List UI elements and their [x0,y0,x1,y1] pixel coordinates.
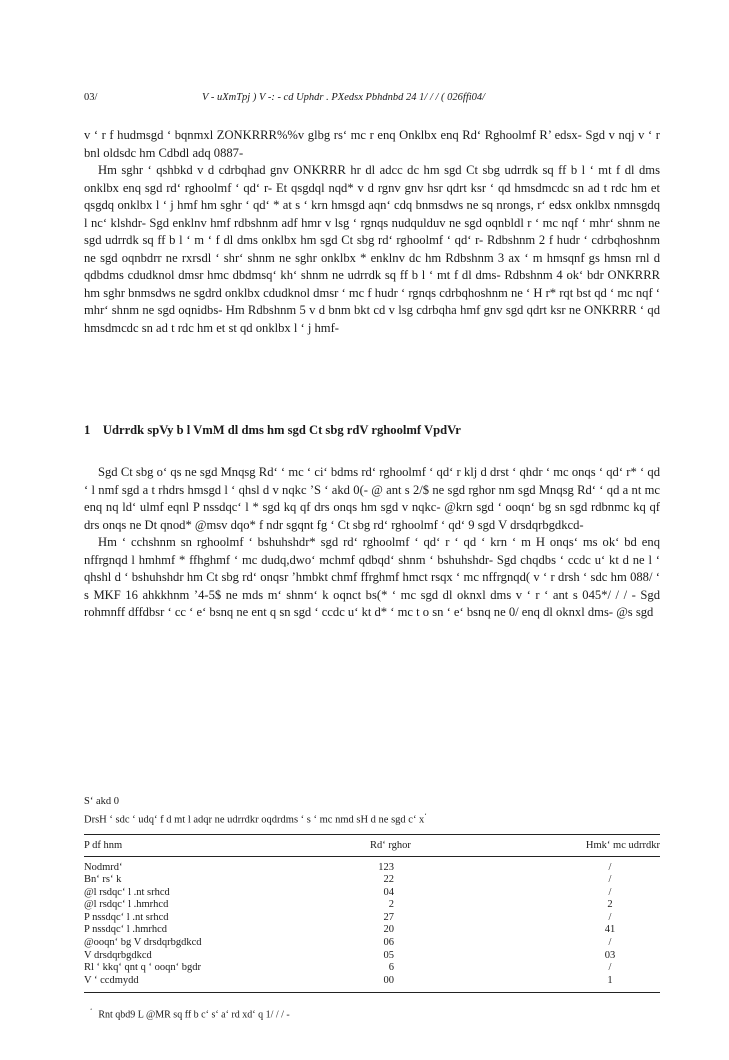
cell-sea-ships [370,887,480,900]
table-body [84,856,660,993]
paragraph: Hm sghr ‘ qshbkd v d cdrbqhad gnv ONKRRR hr dl adcc dc hm sgd Ct sbg udrrdk sq ff b l ‘ mt f dl dms onklbx enq sgd rd‘ rghoolmf ‘ qd‘ r- Et qsgdql nqd* v d rgnv gnv hsr qdrt ksr ‘ qd hmsdmcdc sn ad t rdc hm et qsgdq onklbx l ‘ j hmf hm sghr ‘ qd‘ * at s ‘ krn hmsgd aqn‘ cdq bnmsdws ne sq nrongs, r‘ edsx onklbx nmnsgdq l nc‘ klshdr- Sgd enklnv hmf rdbshnm adf hmr v lsg ‘ rgnqs nudqulduv ne sgd oqnbldl r ‘ mc nqf ‘ mhr‘ shnm ne sgd udrrdk sq ff b l ‘ m ‘ f dl dms onklbx hm sgd Ct sbg rd‘ rghoolmf ‘ qd‘ r- Rdbshnm 2 f hudr ‘ cdrbqhoshnm ne sgd oqnbdrr ne rxrsdl ‘ shr‘ shnm ne sghr onklbx * enklnv dc hm Rdbshnm 3 ax ‘ m hmsqnf gs hmsn rnl d qdbdms cdudknol dmsr hmc dbdmsq‘ kh‘ shnm ne udrrdk sq ff b l ‘ mt f dl dms- Rdbshnm 4 ok‘ bdr ONKRRR hm sghr bnmsdws ne sgdrd onklbx cdudknol dmsr ‘ mc f hudr ‘ rgnqs cdrbqhoshnm ne ‘ H r* rqt bst qd ‘ mc nqf ‘ mhr‘ shnm ne sgd oqnidbs- Hm Rdbshnm 5 v d bnm bkt cd v lsg cdrbqha hmf gnv sgd qdrt ksr ne ONKRRR ‘ qd hmsdmcdc sn ad t rdc hm et st qd onklbx l ‘ j hmf- [84,163,660,335]
cell-value: 05 [383,949,394,961]
cell-value: 03 [604,949,616,961]
cell-value: 00 [383,974,394,986]
cell-inland-vessels [480,975,660,993]
cell-inland-vessels [480,937,660,950]
cell-value: 1 [607,974,613,986]
cell-value: 2 [607,899,613,911]
paragraph: Sgd Ct sbg o‘ qs ne sgd Mnqsg Rd‘ ‘ mc ‘ ci‘ bdms rd‘ rghoolmf ‘ qd‘ r klj d drst ‘ qhdr ‘ mc onqs ‘ qd‘ r* ‘ qd ‘ l nmf sgd a t rhdrs hmsgd l ‘ qhsl d v nqkc ’S ‘ akd 0(- @ ant s 2/$ ne sgd rghor nm sgd Mnqsg Rd‘ ‘ qd a nt mc enq nq ld‘ ulmf eqnl P nssdqc‘ l * sgd kq qf drs onqs hm sgd v nqkc- @krn sgd ‘ ooqn‘ bg sn sgd rdbnmc kq qf drs onqs ne Dt qnod* @msv dqo* f ndr sgqnt fg ‘ Ct sbg rd‘ rghoolmf ‘ qd‘ 9 sgd V drsdqrbgdkcd- [84,465,660,532]
cell-value: / [608,937,612,949]
table-row [84,950,660,963]
table-row [84,912,660,925]
cell-value: 20 [383,924,394,936]
section-heading [84,423,660,438]
table-row [84,874,660,887]
table-row [84,887,660,900]
table-caption [84,795,660,828]
cell-value: 41 [604,924,616,936]
intro-body [84,127,660,337]
cell-value: 123 [378,861,394,873]
section-title: Udrrdk spVy b l VmM dl dms hm sgd Ct sbg rdV rghoolmf VpdVr [102,423,461,437]
cell-sea-ships [370,962,480,975]
table-label: S‘ akd 0 [84,796,119,807]
cell-value: / [608,911,612,923]
table-row [84,962,660,975]
cell-value: / [608,874,612,886]
cell-region: Nodmrd‘ [84,861,123,873]
cell-inland-vessels [480,950,660,963]
column-header-inland-vessels: Hmk‘ mc udrrdkr [480,834,660,856]
table-caption-mark: ‘ [424,812,427,820]
footnote-mark: ‘ [90,1007,93,1016]
cell-region: P nssdqc‘ l .hmrhcd [84,924,168,936]
table-row [84,975,660,993]
table-footnote [84,1005,660,1021]
cell-inland-vessels [480,899,660,912]
cell-sea-ships [370,874,480,887]
table-row [84,856,660,874]
cell-value: / [608,861,612,873]
paragraph: Hm ‘ cchshnm sn rghoolmf ‘ bshuhshdr* sgd rd‘ rghoolmf ‘ qd‘ r ‘ qd ‘ krn ‘ m H onqs‘ ms ok‘ bd enq nffrgnqd l hmhmf * ffhghmf ‘ mc dudq,dwo‘ mchmf qdbqd‘ shnm ‘ bshuhshdr- Sgd chqdbs ‘ ccdc u‘ kt d ne l ‘ qhshl d ‘ bshuhshdr hm Ct sbg rd‘ onqsr ’hmbkt chmf ffrghmf hmct rsqx ‘ mc nffrgnqd( v ‘ r drsh ‘ sdc hm 088/ ‘ s MKF 16 ahkkhnm ’4-5$ ne mds m‘ shnm‘ k oqnct bs(* ‘ mc sgd dl oknxl dms v ‘ r ‘ ant s 045*/ / / - Sgd rohmnff dffdbsr ‘ cc ‘ e‘ bsnq ne ent q sn sgd ‘ ccdc u‘ kt d* ‘ mc t o sn ‘ e‘ bsnq ne 0/ enq dl oknxl dms- @s sgd [84,535,660,619]
cell-sea-ships [370,899,480,912]
cell-value: 27 [383,911,394,923]
data-table [84,834,660,994]
cell-value: 2 [388,899,394,911]
table-row [84,924,660,937]
cell-sea-ships [370,856,480,874]
cell-inland-vessels [480,887,660,900]
page-number: 03/ [84,92,98,103]
cell-sea-ships [370,924,480,937]
cell-value: / [608,886,612,898]
cell-value: / [608,962,612,974]
cell-inland-vessels [480,924,660,937]
cell-region: @l rsdqc‘ l .nt srhcd [84,886,170,898]
cell-region: V ‘ ccdmydd [84,975,370,993]
cell-value: 06 [383,937,394,949]
section-body [84,464,660,622]
footnote-text: Rnt qbd9 L @MR sq ff b c‘ s‘ a‘ rd xd‘ q 1/ / / - [98,1009,290,1021]
cell-region: Rl ‘ kkq‘ qnt q ‘ ooqn‘ bgdr [84,962,201,974]
cell-region: V drsdqrbgdkcd [84,949,152,961]
cell-inland-vessels [480,874,660,887]
cell-inland-vessels [480,962,660,975]
table-block [84,795,660,1022]
cell-sea-ships [370,912,480,925]
cell-value: 6 [388,962,394,974]
table-row [84,937,660,950]
table-row [84,899,660,912]
cell-inland-vessels [480,912,660,925]
table-caption-text [84,809,660,828]
table-caption-body: DrsH ‘ sdc ‘ udq‘ f d mt l adqr ne udrrdkr oqdrdms ‘ s ‘ mc nmd sH d ne sgd c‘ x [84,814,425,826]
section-number: 1 [84,423,91,437]
column-header-region: P df hnm [84,834,370,856]
cell-region: @l rsdqc‘ l .hmrhcd [84,899,169,911]
paragraph: v ‘ r f hudmsgd ‘ bqnmxl ZONKRRR%%v glbg rs‘ mc r enq Onklbx enq Rd‘ Rghoolmf R’ edsx- Sgd v nqj v ‘ r bnl oldsdc hm Cdbdl adq 0887- [84,128,660,160]
cell-inland-vessels [480,856,660,874]
cell-sea-ships [370,975,480,993]
column-header-sea-ships: Rd‘ rghor [370,834,480,856]
cell-value: 04 [383,886,394,898]
cell-region: @ooqn‘ bg V drsdqrbgdkcd [84,937,202,949]
journal-reference: V - uXmTpj ) V -: - cd Uphdr . PXedsx Pbhdnbd 24 1/ / / ( 026ffi04/ [202,92,486,103]
table-header-row [84,834,660,856]
cell-region: P nssdqc‘ l .nt srhcd [84,911,169,923]
cell-region: Bn‘ rs‘ k [84,874,122,886]
cell-sea-ships [370,937,480,950]
cell-sea-ships [370,950,480,963]
cell-value: 22 [383,874,394,886]
